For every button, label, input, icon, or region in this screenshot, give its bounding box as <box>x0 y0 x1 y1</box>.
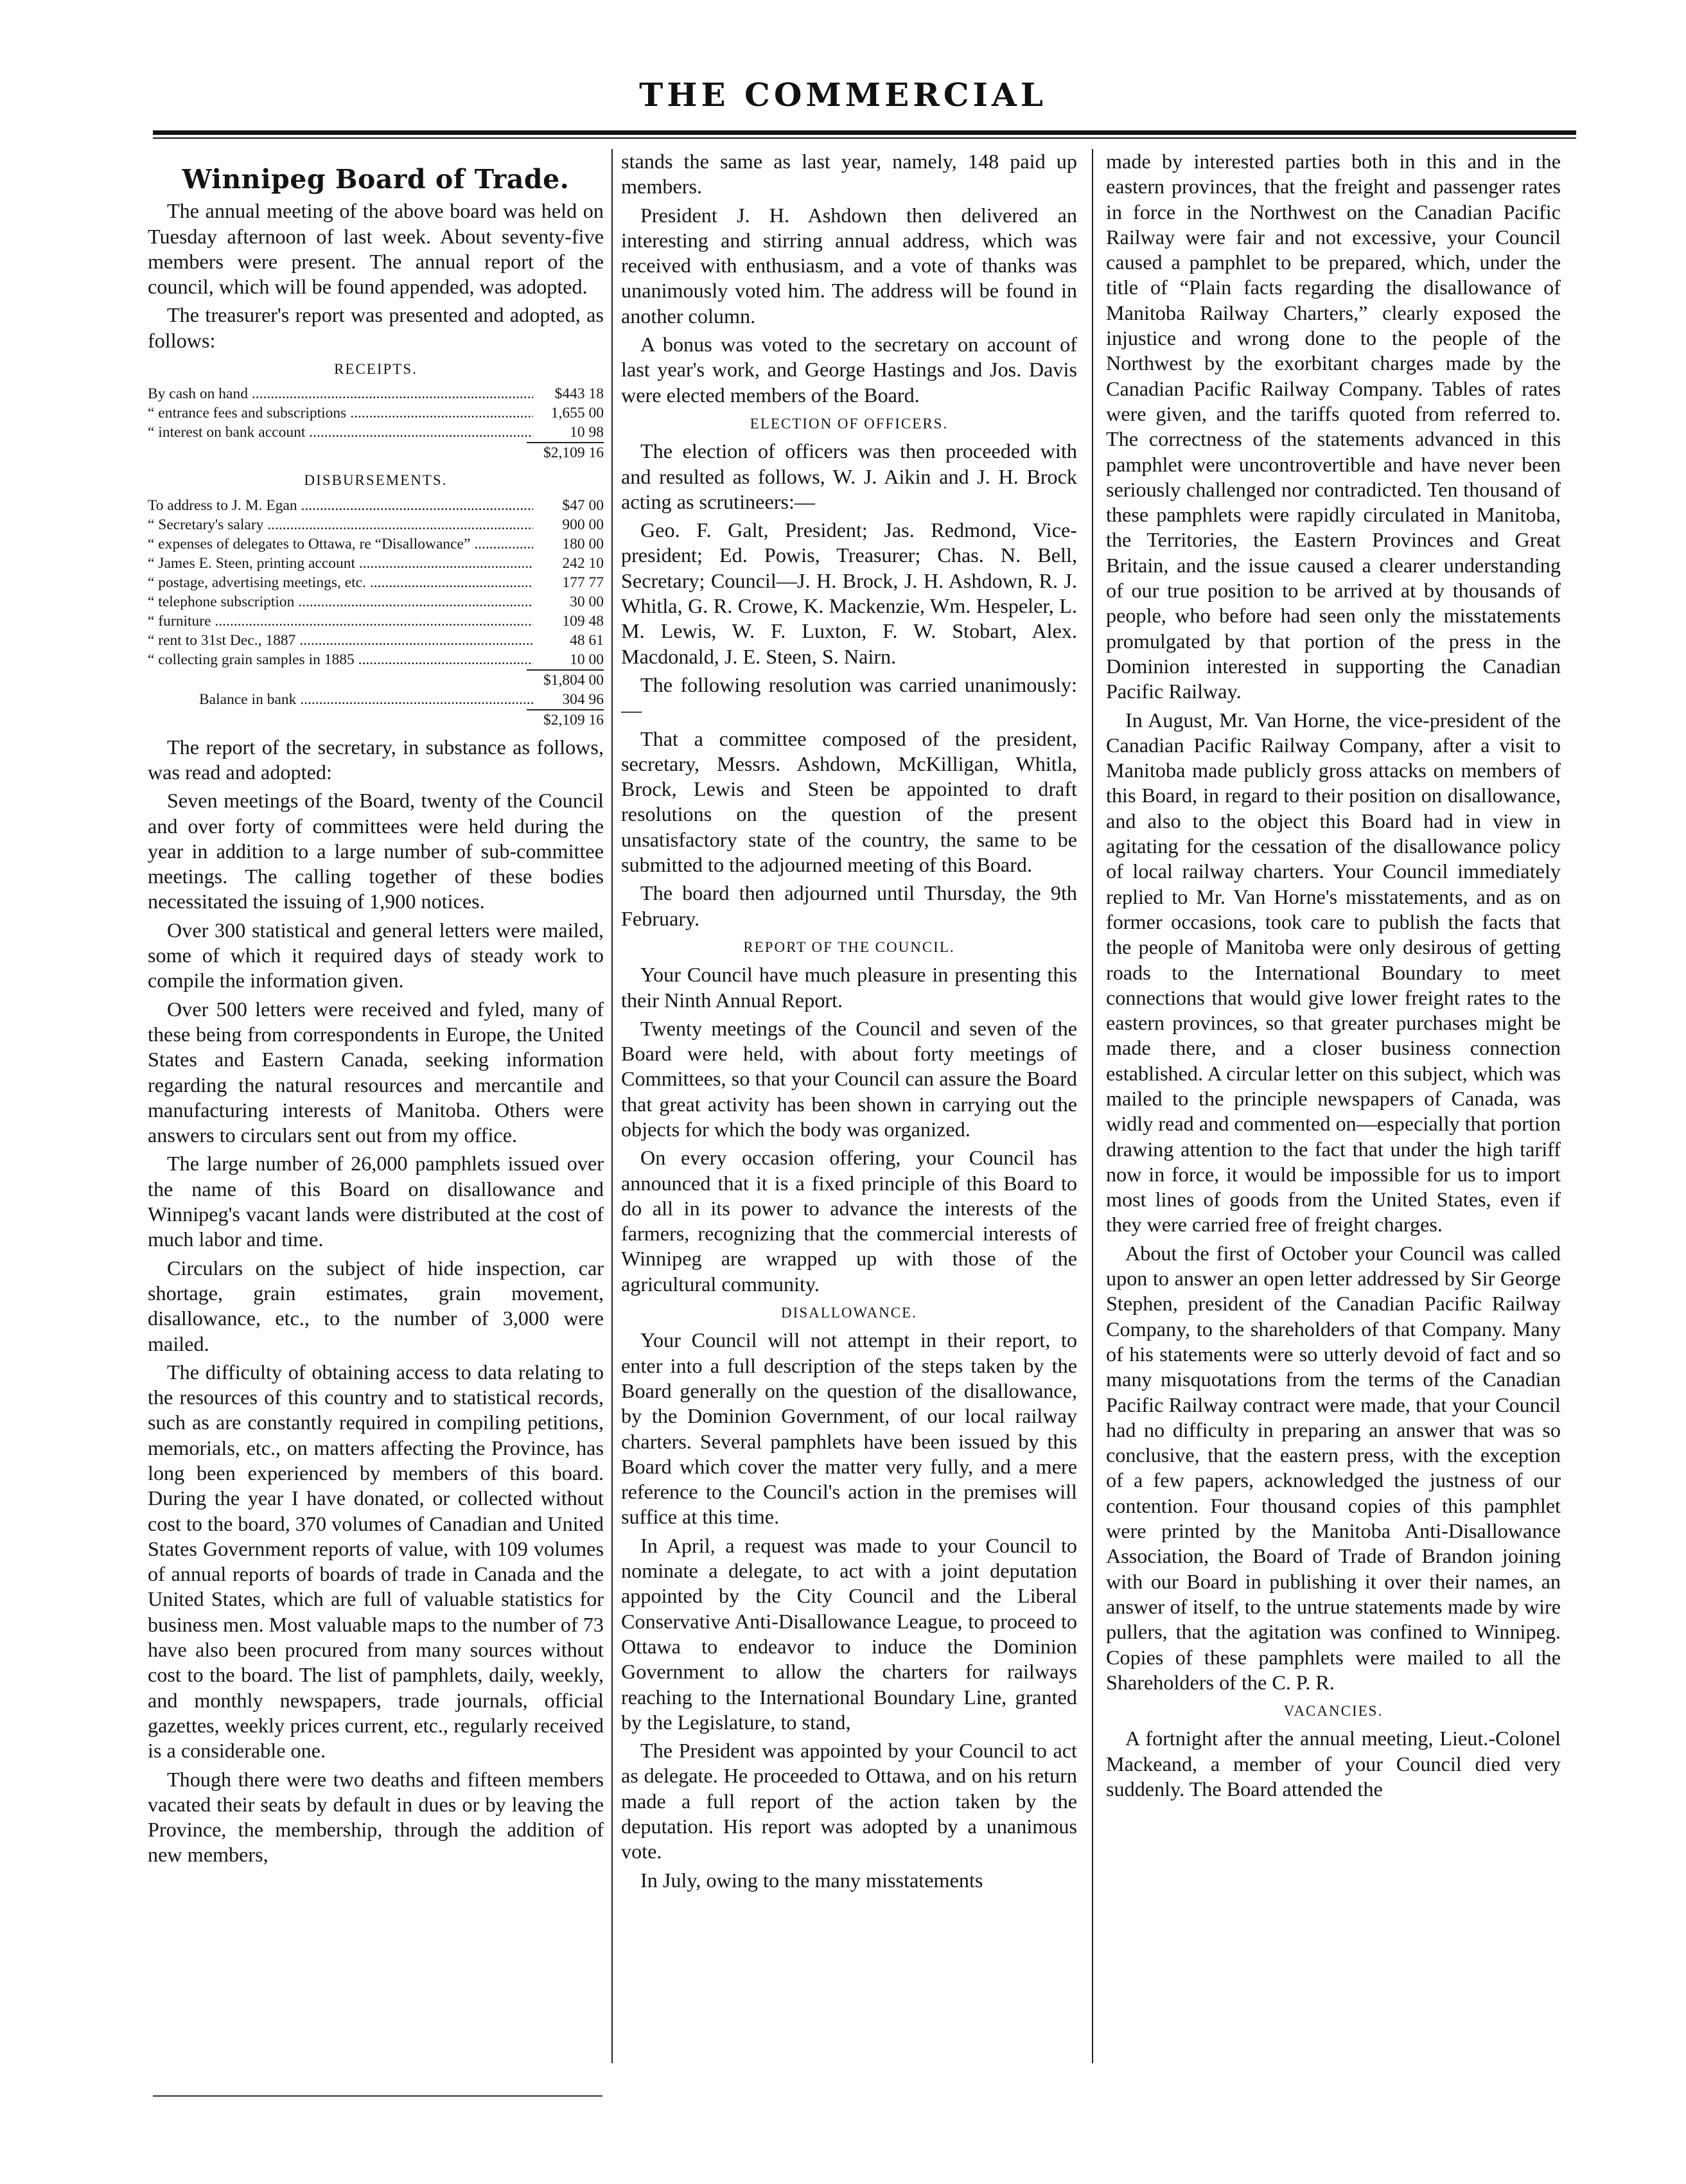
paragraph: The annual meeting of the above board was held on Tuesday afternoon of last week. About seventy-five members were present. The annual report of the council, which will be found appended, was adopted. <box>148 199 604 299</box>
paragraph: In August, Mr. Van Horne, the vice-president of the Canadian Pacific Railway Company, after a visit to Manitoba made publicly gross attacks on members of this Board, in regard to their position on disallowance, and also to the object this Board had in view in agitating for the cessation of the disallowance policy of local railway charters. Your Council immediately replied to Mr. Van Horne's misstatements, and as on former occasions, took care to publish the facts that the people of Manitoba were only desirous of getting roads to the International Boundary to meet connections that would give lower freight rates to the eastern provinces, so that greater purchases might be made there, and a closer business connection established. A circular letter on this subject, which was mailed to the principle newspapers of Canada, was widly read and commented on—especially that portion drawing attention to the fact that under the high tariff now in force, it would be impossible for us to import most lines of goods from the United States, even if they were carried free of freight charges. <box>1106 708 1561 1237</box>
paragraph: stands the same as last year, namely, 148 paid up members. <box>621 150 1077 198</box>
ledger-label: “ rent to 31st Dec., 1887 ..... <box>148 631 533 650</box>
paragraph: On every occasion offering, your Council has announced that it is a fixed principle of this Board to do all in its power to advance the interests of the farmers, recognizing that the commercial interests of Winnipeg are wrapped up with those of the agricultural community. <box>621 1146 1077 1296</box>
disbursements-heading: DISBURSEMENTS. <box>304 472 448 489</box>
column-divider <box>1092 149 1093 2063</box>
ledger-row <box>148 423 604 442</box>
disbursements-table <box>148 496 604 730</box>
receipts-table <box>148 384 604 462</box>
paragraph: Though there were two deaths and fifteen members vacated their seats by default in dues or by leaving the Province, the membership, through the addition of new members, <box>148 1767 604 1867</box>
balance-row <box>148 690 604 709</box>
paragraph: A bonus was voted to the secretary on account of last year's work, and George Hastings and Jos. Davis were elected members of the Board. <box>621 333 1077 407</box>
paragraph: Over 300 statistical and general letters were mailed, some of which it required days of steady work to compile the information given. <box>148 918 604 992</box>
paragraph: Your Council will not attempt in their report, to enter into a full description of the steps taken by the Board generally on the question of the disallowance, by the Dominion Government, of our local railway charters. Several pamphlets have been issued by this Board which cover the matter very fully, and a mere reference to the Council's action in the premises will suffice at this time. <box>621 1328 1077 1529</box>
ledger-row <box>148 515 604 534</box>
ledger-row <box>148 592 604 612</box>
paragraph: President J. H. Ashdown then delivered an interesting and stirring annual address, which was received with enthusiasm, and a vote of thanks was unanimously voted him. The address will be found in another column. <box>621 203 1077 328</box>
ledger-amount: 10 00 <box>570 651 604 668</box>
paragraph: Circulars on the subject of hide inspection, car shortage, grain estimates, grain movement, disallowance, etc., to the number of 3,000 were mailed. <box>148 1256 604 1355</box>
paragraph: Seven meetings of the Board, twenty of the Council and over forty of committees were held during the year in addition to a large number of sub-committee meetings. The calling together of these bodies necessitated the issuing of 1,900 notices. <box>148 789 604 913</box>
grand-total: $2,109 16 <box>527 709 604 730</box>
paragraph: Your Council have much pleasure in presenting this their Ninth Annual Report. <box>621 963 1077 1012</box>
ledger-amount: 30 00 <box>570 593 604 610</box>
ledger-label: To address to J. M. Egan ..... <box>148 496 533 515</box>
receipts-total: $2,109 16 <box>527 442 604 462</box>
paragraph: The difficulty of obtaining access to data relating to the resources of this country and to statistical records, such as are constantly required in compiling petitions, memorials, etc., on matters affecting the Province, has long been experienced by members of this board. During the year I have donated, or collected without cost to the board, 370 volumes of Canadian and United States Government reports of value, with 109 volumes of annual reports of boards of trade in Canada and the United States, which are full of valuable statistics for business men. Most valuable maps to the number of 73 have also been procured from many sources without cost to the board. The list of pamphlets, daily, weekly, and monthly newspapers, trade journals, official gazettes, weekly prices current, etc., regularly received is a considerable one. <box>148 1360 604 1763</box>
paragraph: A fortnight after the annual meeting, Lieut.-Colonel Mackeand, a member of your Council died very suddenly. The Board attended the <box>1106 1727 1561 1801</box>
paragraph: The treasurer's report was presented and adopted, as follows: <box>148 303 604 352</box>
paragraph: The President was appointed by your Council to act as delegate. He proceeded to Ottawa, and on his return made a full report of the action taken by the deputation. His report was adopted by a unanimous vote. <box>621 1739 1077 1863</box>
disbursements-total: $1,804 00 <box>527 669 604 690</box>
column-3 <box>1106 149 1561 2063</box>
paragraph: The election of officers was then proceeded with and resulted as follows, W. J. Aikin and J. H. Brock acting as scrutineers:— <box>621 439 1077 513</box>
vacancies-heading: VACANCIES. <box>1283 1703 1383 1720</box>
ledger-amount: 10 98 <box>570 424 604 441</box>
ledger-amount: 900 00 <box>562 516 604 533</box>
paragraph: The following resolution was carried unanimously:— <box>621 673 1077 722</box>
ledger-amount: 177 77 <box>562 574 604 591</box>
ledger-row <box>148 403 604 423</box>
ledger-row <box>148 631 604 650</box>
ledger-amount: $443 18 <box>554 385 604 403</box>
ledger-label: “ entrance fees and subscriptions ..... <box>148 403 533 423</box>
ledger-row <box>148 612 604 631</box>
disallowance-heading: DISALLOWANCE. <box>781 1305 917 1321</box>
masthead-rule <box>153 130 1576 135</box>
paragraph: Geo. F. Galt, President; Jas. Redmond, Vice-president; Ed. Powis, Treasurer; Chas. N. Bell, Secretary; Council—J. H. Brock, J. H. Ashdown, R. J. Whitla, G. R. Crowe, K. Mackenzie, Wm. Hespeler, L. M. Lewis, W. F. Luxton, F. W. Stobart, Alex. Macdonald, J. E. Steen, S. Nairn. <box>621 518 1077 668</box>
ledger-row <box>148 554 604 573</box>
balance-label: Balance in bank ..... <box>148 690 533 709</box>
ledger-amount: 242 10 <box>562 554 604 572</box>
paragraph: Twenty meetings of the Council and seven of the Board were held, with about forty meetings of Committees, so that your Council can assure the Board that great activity has been shown in carrying out the objects for which the body was organized. <box>621 1016 1077 1141</box>
paragraph: made by interested parties both in this and in the eastern provinces, that the freight and passenger rates in force in the Northwest on the Canadian Pacific Railway were fair and not excessive, your Council caused a pamphlet to be prepared, which, under the title of “Plain facts regarding the disallowance of Manitoba Railway Charters,” clearly exposed the injustice and wrong done to the people of the Northwest by the exorbitant charges made by the Canadian Pacific Railway Company. Tables of rates were given, and the tariffs quoted from referred to. The correctness of the statements advanced in this pamphlet were uncontrovertible and have never been seriously challenged nor contradicted. Ten thousand of these pamphlets were rapidly circulated in Manitoba, the Territories, the Eastern Provinces and Great Britain, and the issue caused a clearer understanding of our true position to be arrived at by thousands of people, who before had seen only the misstatements promulgated by that portion of the press in the Dominion interested in supporting the Canadian Pacific Railway. <box>1106 150 1561 703</box>
masthead-rule-thin <box>153 137 1576 139</box>
ledger-total-row <box>148 442 604 462</box>
ledger-total-row <box>148 669 604 690</box>
receipts-heading: RECEIPTS. <box>334 361 417 378</box>
column-2 <box>621 149 1077 2063</box>
paragraph: In April, a request was made to your Council to nominate a delegate, to act with a joint deputation appointed by the City Council and the Liberal Conservative Anti-Disallowance League, to proceed to Ottawa to endeavor to induce the Dominion Government to allow the charters for railways reaching to the International Boundary Line, granted by the Legislature, to stand, <box>621 1533 1077 1734</box>
report-heading: REPORT OF THE COUNCIL. <box>743 938 955 955</box>
column-divider <box>611 149 613 2063</box>
ledger-row <box>148 650 604 669</box>
election-heading: ELECTION OF OFFICERS. <box>750 415 949 432</box>
ledger-row <box>148 496 604 515</box>
ledger-total-row <box>148 709 604 730</box>
paragraph: Over 500 letters were received and fyled, many of these being from correspondents in Europe, the United States and Eastern Canada, seeking information regarding the natural resources and mercantile and manufacturing interests of Manitoba. Others were answers to circulars sent out from my office. <box>148 997 604 1147</box>
masthead-title: THE COMMERCIAL <box>639 76 1047 114</box>
article-title: Winnipeg Board of Trade. <box>182 164 570 195</box>
ledger-label: “ interest on bank account ..... <box>148 423 533 442</box>
paragraph: About the first of October your Council was called upon to answer an open letter addressed by Sir George Stephen, president of the Canadian Pacific Railway Company, to the shareholders of that Company. Many of his statements were so utterly devoid of fact and so many misquotations from the terms of the Canadian Pacific Railway contract were made, that your Council had no difficulty in preparing an answer that was so conclusive, that the eastern press, with the exception of a few papers, acknowledged the justness of our contention. Four thousand copies of this pamphlet were printed by the Manitoba Anti-Disallowance Association, the Board of Trade of Brandon joining with our Board in publishing it over their names, an answer of itself, to the untrue statements made by wire pullers, that the agitation was confined to Winnipeg. Copies of these pamphlets were mailed to all the Shareholders of the C. P. R. <box>1106 1241 1561 1694</box>
ledger-label: By cash on hand ..... <box>148 384 533 403</box>
ledger-row <box>148 534 604 554</box>
ledger-label: “ Secretary's salary ..... <box>148 515 533 534</box>
ledger-row <box>148 573 604 592</box>
ledger-label: “ telephone subscription ..... <box>148 592 533 612</box>
ledger-label: “ collecting grain samples in 1885 ..... <box>148 650 533 669</box>
paragraph: In July, owing to the many misstatements <box>640 1868 983 1892</box>
ledger-label: “ furniture ..... <box>148 612 533 631</box>
ledger-row <box>148 384 604 403</box>
ledger-amount: 1,655 00 <box>550 405 604 422</box>
ledger-amount: 48 61 <box>570 631 604 649</box>
ledger-amount: 109 48 <box>562 612 604 630</box>
paragraph: The board then adjourned until Thursday, the 9th February. <box>621 881 1077 930</box>
paragraph: The report of the secretary, in substance as follows, was read and adopted: <box>148 735 604 784</box>
footer-rule <box>153 2095 602 2097</box>
ledger-label: “ expenses of delegates to Ottawa, re “Disallowance” ..... <box>148 534 533 554</box>
ledger-amount: $47 00 <box>562 497 604 514</box>
column-1 <box>148 149 604 2063</box>
ledger-label: “ James E. Steen, printing account ..... <box>148 554 533 573</box>
paragraph: The large number of 26,000 pamphlets issued over the name of this Board on disallowance and Winnipeg's vacant lands were distributed at the cost of much labor and time. <box>148 1152 604 1251</box>
ledger-label: “ postage, advertising meetings, etc. ..... <box>148 573 533 592</box>
paragraph: That a committee composed of the president, secretary, Messrs. Ashdown, McKilligan, Whitla, Brock, Lewis and Steen be appointed to draft resolutions on the question of the present unsatisfactory state of the country, the same to be submitted to the adjourned meeting of this Board. <box>621 727 1077 877</box>
ledger-amount: 180 00 <box>562 535 604 552</box>
balance-amount: 304 96 <box>562 691 604 708</box>
